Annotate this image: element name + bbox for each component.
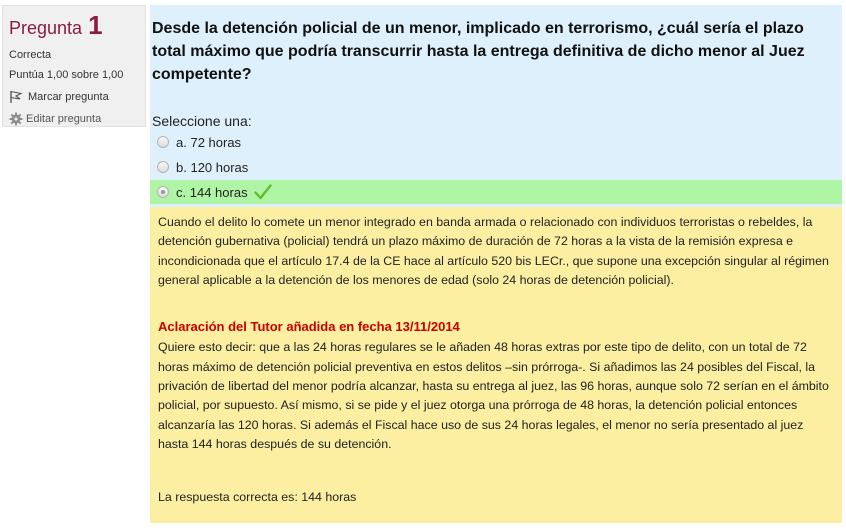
feedback-panel [150, 207, 842, 523]
checkmark-icon [254, 184, 272, 200]
flag-icon [9, 90, 23, 104]
tutor-note-text: Quiere esto decir: que a las 24 horas regulares se le añaden 48 horas extras por este tipo de delito, con un total de 72 horas máximo de detención policial preventiva en estos delitos –sin prórroga-. Si añadimos las 24 posibles del Fiscal, la privación de libertad del menor podría alcanzar, hasta su entrega al juez, las 96 horas, aunque solo 72 serían en el ámbito policial, por supuesto. Así mismo, si se pide y el juez otorga una prórroga de 48 horas, la detención policial entonces alcanzaría las 120 horas. Si además el Fiscal hace uso de sus 24 horas legales, el menor no sería presentado al juez hasta 144 horas después de su detención. [158, 340, 829, 451]
option-letter: c. [176, 184, 187, 200]
question-number-value: 1 [88, 10, 103, 40]
radio-button-selected[interactable] [157, 186, 169, 198]
answer-prompt: Seleccione una: [152, 113, 252, 129]
question-state: Correcta [9, 49, 52, 61]
question-grade: Puntúa 1,00 sobre 1,00 [9, 69, 124, 81]
right-answer: La respuesta correcta es: 144 horas [158, 490, 357, 505]
gear-icon [9, 112, 23, 126]
flag-question-link[interactable] [9, 90, 139, 104]
question-formulation [150, 5, 842, 207]
option-text: 120 horas [190, 159, 249, 175]
question-label: Pregunta [9, 18, 83, 38]
option-text: 144 horas [189, 184, 248, 200]
tutor-note-title: Aclaración del Tutor añadida en fecha 13/11/2014 [158, 319, 460, 335]
radio-button[interactable] [157, 161, 169, 173]
flag-question-label: Marcar pregunta [28, 91, 109, 103]
answer-option-a[interactable] [150, 130, 842, 154]
question-info-panel [2, 5, 146, 127]
option-letter: b. [176, 159, 187, 175]
general-feedback: Cuando el delito lo comete un menor integrado en banda armada o relacionado con individuos terroristas o rebeldes, la detención gubernativa (policial) tendrá un plazo máximo de duración de 72 horas a la vista de la remisión expresa e incondicionada que el artículo 17.4 de la CE hace al artículo 520 bis LECr., que supone una excepción singular al régimen general aplicable a la detención de los menores de edad (solo 24 horas de detención policial). [158, 215, 829, 287]
option-letter: a. [176, 134, 187, 150]
question-text: Desde la detención policial de un menor, implicado en terrorismo, ¿cuál sería el plazo total máximo que podría transcurrir hasta la entrega definitiva de dicho menor al Juez competente? [152, 20, 805, 83]
answer-option-c[interactable] [150, 180, 842, 204]
option-text: 72 horas [190, 134, 242, 150]
edit-question-label: Editar pregunta [26, 113, 102, 125]
edit-question-link[interactable] [9, 112, 139, 126]
question-number [9, 10, 139, 44]
answer-option-b[interactable] [150, 155, 842, 179]
radio-button[interactable] [157, 136, 169, 148]
